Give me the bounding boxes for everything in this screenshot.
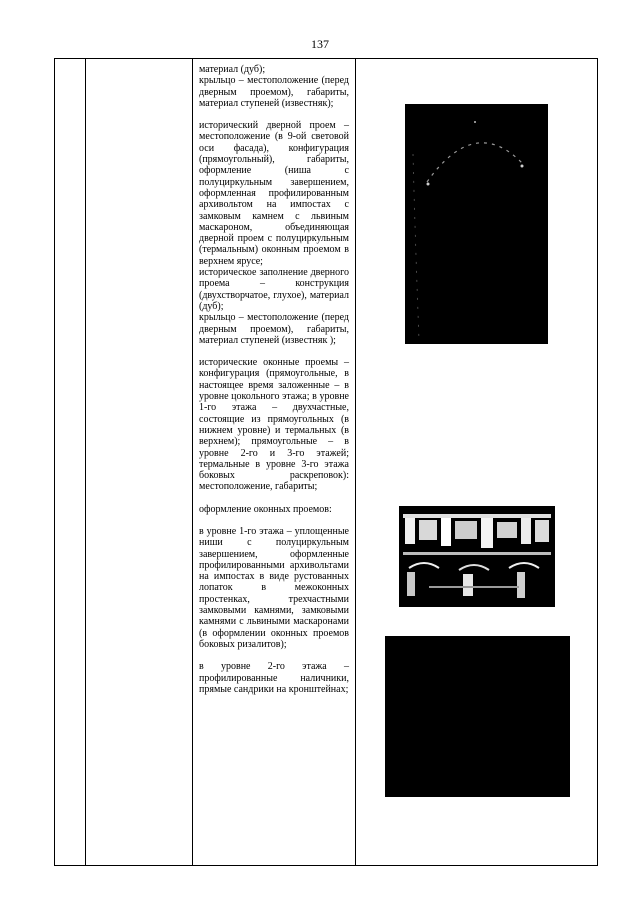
paragraph-window-decoration-heading: оформление оконных проемов: xyxy=(199,503,332,515)
column-divider-3 xyxy=(355,59,356,865)
paragraph-second-floor-windows: в уровне 2-го этажа – профилированные наличники, прямые сандрики на кронштейнах; xyxy=(199,661,349,695)
paragraph-door-filling: историческое заполнение дверного проема – конструкция (двухстворчатое, глухое), материал (дуб); xyxy=(199,267,349,312)
paragraph-window-openings: исторические оконные проемы – конфигурация (прямоугольные, в настоящее время заложенные – в уровне цокольного этажа; в уровне 1-го этажа – двухчастные, состоящие из прямоугольных (в нижнем уровне) и термальных (в верхнем); прямоугольные – в уровне 2-го и 3-го этажей; термальные в уровне 3-го этажа боковых раскреповок): местоположение, габариты; xyxy=(199,357,349,493)
paragraph-porch-2: крыльцо – местоположение (перед дверным проемом), габариты, материал ступеней (известняк ); xyxy=(199,312,349,346)
description-column xyxy=(199,64,349,695)
facade-photo xyxy=(385,636,570,797)
paragraph-door-material: материал (дуб); xyxy=(199,64,266,75)
paragraph-first-floor-windows: в уровне 1-го этажа – уплощенные ниши с полуциркульным завершением, оформленные профилированными архивольтами на импостах в виде рустованных лопаток в межоконных простенках, трехчастными замковыми камнями, замковыми камнями с львиными маскаронами (в оформлении оконных проемов боковых ризалитов); xyxy=(199,525,349,650)
paragraph-historic-doorway: исторический дверной проем – местоположение (в 9-ой световой оси фасада), конфигурация (прямоугольный), габариты, оформление (ниша с полуциркульным завершением, оформленная профилированным архивольтом на импостах с замковым камнем с львиным маскароном, объединяющая дверной проем с полуциркульным (термальным) оконным проемом в верхнем ярусе; xyxy=(199,120,349,267)
window-openings-photo xyxy=(399,506,555,607)
page-number: 137 xyxy=(311,37,329,51)
column-divider-2 xyxy=(192,59,193,865)
column-divider-1 xyxy=(85,59,86,865)
doorway-photo xyxy=(405,104,548,344)
paragraph-porch: крыльцо – местоположение (перед дверным проемом), габариты, материал ступеней (известняк); xyxy=(199,75,349,109)
